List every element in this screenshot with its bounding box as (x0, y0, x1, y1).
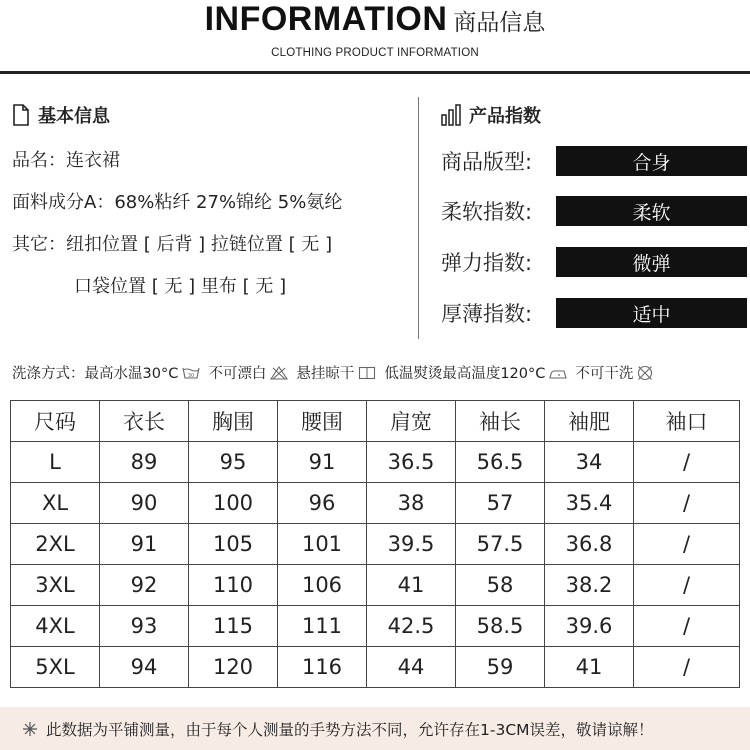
iron-low-icon (549, 366, 567, 380)
table-cell: 39.6 (545, 606, 634, 647)
header-length: 衣长 (100, 401, 189, 442)
document-icon (12, 104, 30, 126)
table-cell: 101 (278, 524, 367, 565)
table-cell: / (634, 606, 740, 647)
svg-text:30: 30 (188, 372, 195, 379)
wash-30-icon (182, 366, 200, 380)
washing-item: 低温熨烫最高温度120°C (384, 366, 546, 382)
sparkle-icon (22, 721, 38, 737)
table-cell: 110 (189, 565, 278, 606)
table-cell: 58 (456, 565, 545, 606)
title-english: INFORMATION (204, 0, 448, 38)
header-waist: 腰围 (278, 401, 367, 442)
table-cell: 41 (545, 647, 634, 688)
table-cell: L (11, 442, 100, 483)
table-cell: 3XL (11, 565, 100, 606)
table-cell: 92 (100, 565, 189, 606)
table-cell: 39.5 (367, 524, 456, 565)
table-cell: 59 (456, 647, 545, 688)
page-subtitle: CLOTHING PRODUCT INFORMATION (271, 47, 479, 59)
section-divider (418, 97, 419, 339)
table-cell: 38.2 (545, 565, 634, 606)
header-sleeve-length: 袖长 (456, 401, 545, 442)
index-row-elasticity (441, 247, 747, 277)
header-divider (0, 71, 750, 74)
table-cell: 41 (367, 565, 456, 606)
table-cell: 57 (456, 483, 545, 524)
table-header-row (11, 401, 740, 442)
washing-item: 不可干洗 (575, 366, 634, 382)
table-cell: 94 (100, 647, 189, 688)
table-cell: 4XL (11, 606, 100, 647)
title-chinese: 商品信息 (453, 10, 546, 36)
product-index-title: 产品指数 (469, 106, 541, 127)
index-row-thickness (441, 298, 747, 328)
table-cell: 120 (189, 647, 278, 688)
table-cell: / (634, 647, 740, 688)
page-header (0, 0, 750, 72)
table-cell: 36.5 (367, 442, 456, 483)
table-cell: 96 (278, 483, 367, 524)
table-cell: / (634, 442, 740, 483)
size-table (10, 400, 740, 688)
table-cell: 34 (545, 442, 634, 483)
basic-info-name: 品名：连衣裙 (12, 150, 120, 171)
table-cell: 89 (100, 442, 189, 483)
table-cell: 91 (278, 442, 367, 483)
table-cell: 106 (278, 565, 367, 606)
hang-dry-icon (358, 366, 376, 380)
table-cell: / (634, 565, 740, 606)
table-cell: 56.5 (456, 442, 545, 483)
washing-item: 最高水温30°C (84, 366, 179, 382)
product-index-heading (441, 102, 541, 128)
no-bleach-icon (270, 366, 288, 380)
table-cell: 91 (100, 524, 189, 565)
table-cell: 111 (278, 606, 367, 647)
measurement-note (0, 707, 750, 750)
table-cell: 105 (189, 524, 278, 565)
basic-info-other: 其它：纽扣位置 [ 后背 ] 拉链位置 [ 无 ] (12, 234, 333, 255)
index-label: 弹力指数: (441, 251, 533, 275)
washing-item: 悬挂晾干 (296, 366, 355, 382)
index-label: 商品版型: (441, 150, 533, 174)
table-cell: 44 (367, 647, 456, 688)
no-dry-clean-icon (637, 365, 653, 381)
table-cell: XL (11, 483, 100, 524)
header-cuff: 袖口 (634, 401, 740, 442)
table-cell: 42.5 (367, 606, 456, 647)
table-cell: 100 (189, 483, 278, 524)
header-size: 尺码 (11, 401, 100, 442)
washing-item: 不可漂白 (208, 366, 267, 382)
washing-label: 洗涤方式： (12, 366, 85, 382)
basic-info-pocket: 口袋位置 [ 无 ] 里布 [ 无 ] (74, 276, 287, 297)
header-bust: 胸围 (189, 401, 278, 442)
table-cell: 38 (367, 483, 456, 524)
measurement-note-text: 此数据为平铺测量，由于每个人测量的手势方法不同，允许存在1-3CM误差，敬请谅解！ (46, 720, 654, 739)
table-cell: 116 (278, 647, 367, 688)
basic-info-list (12, 146, 417, 314)
header-sleeve-width: 袖肥 (545, 401, 634, 442)
index-value: 柔软 (556, 196, 747, 226)
table-cell: 57.5 (456, 524, 545, 565)
table-cell: 2XL (11, 524, 100, 565)
basic-info-fabric: 面料成分A：68%粘纤 27%锦纶 5%氨纶 (12, 192, 343, 213)
bar-chart-icon (441, 104, 461, 126)
index-label: 厚薄指数: (441, 302, 533, 326)
table-cell: / (634, 524, 740, 565)
index-value: 微弹 (556, 247, 747, 277)
table-row (11, 442, 740, 483)
table-cell: 5XL (11, 647, 100, 688)
page-title (0, 0, 750, 39)
table-cell: 90 (100, 483, 189, 524)
index-row-softness (441, 196, 747, 226)
basic-info-title: 基本信息 (38, 106, 110, 127)
table-cell: 36.8 (545, 524, 634, 565)
table-cell: 115 (189, 606, 278, 647)
table-cell: 93 (100, 606, 189, 647)
table-row (11, 647, 740, 688)
header-shoulder: 肩宽 (367, 401, 456, 442)
table-row (11, 565, 740, 606)
index-value: 合身 (556, 146, 747, 176)
table-cell: / (634, 483, 740, 524)
table-cell: 95 (189, 442, 278, 483)
table-row (11, 483, 740, 524)
table-cell: 35.4 (545, 483, 634, 524)
index-row-fit (441, 146, 747, 176)
table-row (11, 606, 740, 647)
basic-info-heading (12, 102, 110, 128)
index-label: 柔软指数: (441, 200, 533, 224)
washing-instructions (12, 362, 750, 383)
index-value: 适中 (556, 298, 747, 328)
table-row (11, 524, 740, 565)
table-cell: 58.5 (456, 606, 545, 647)
